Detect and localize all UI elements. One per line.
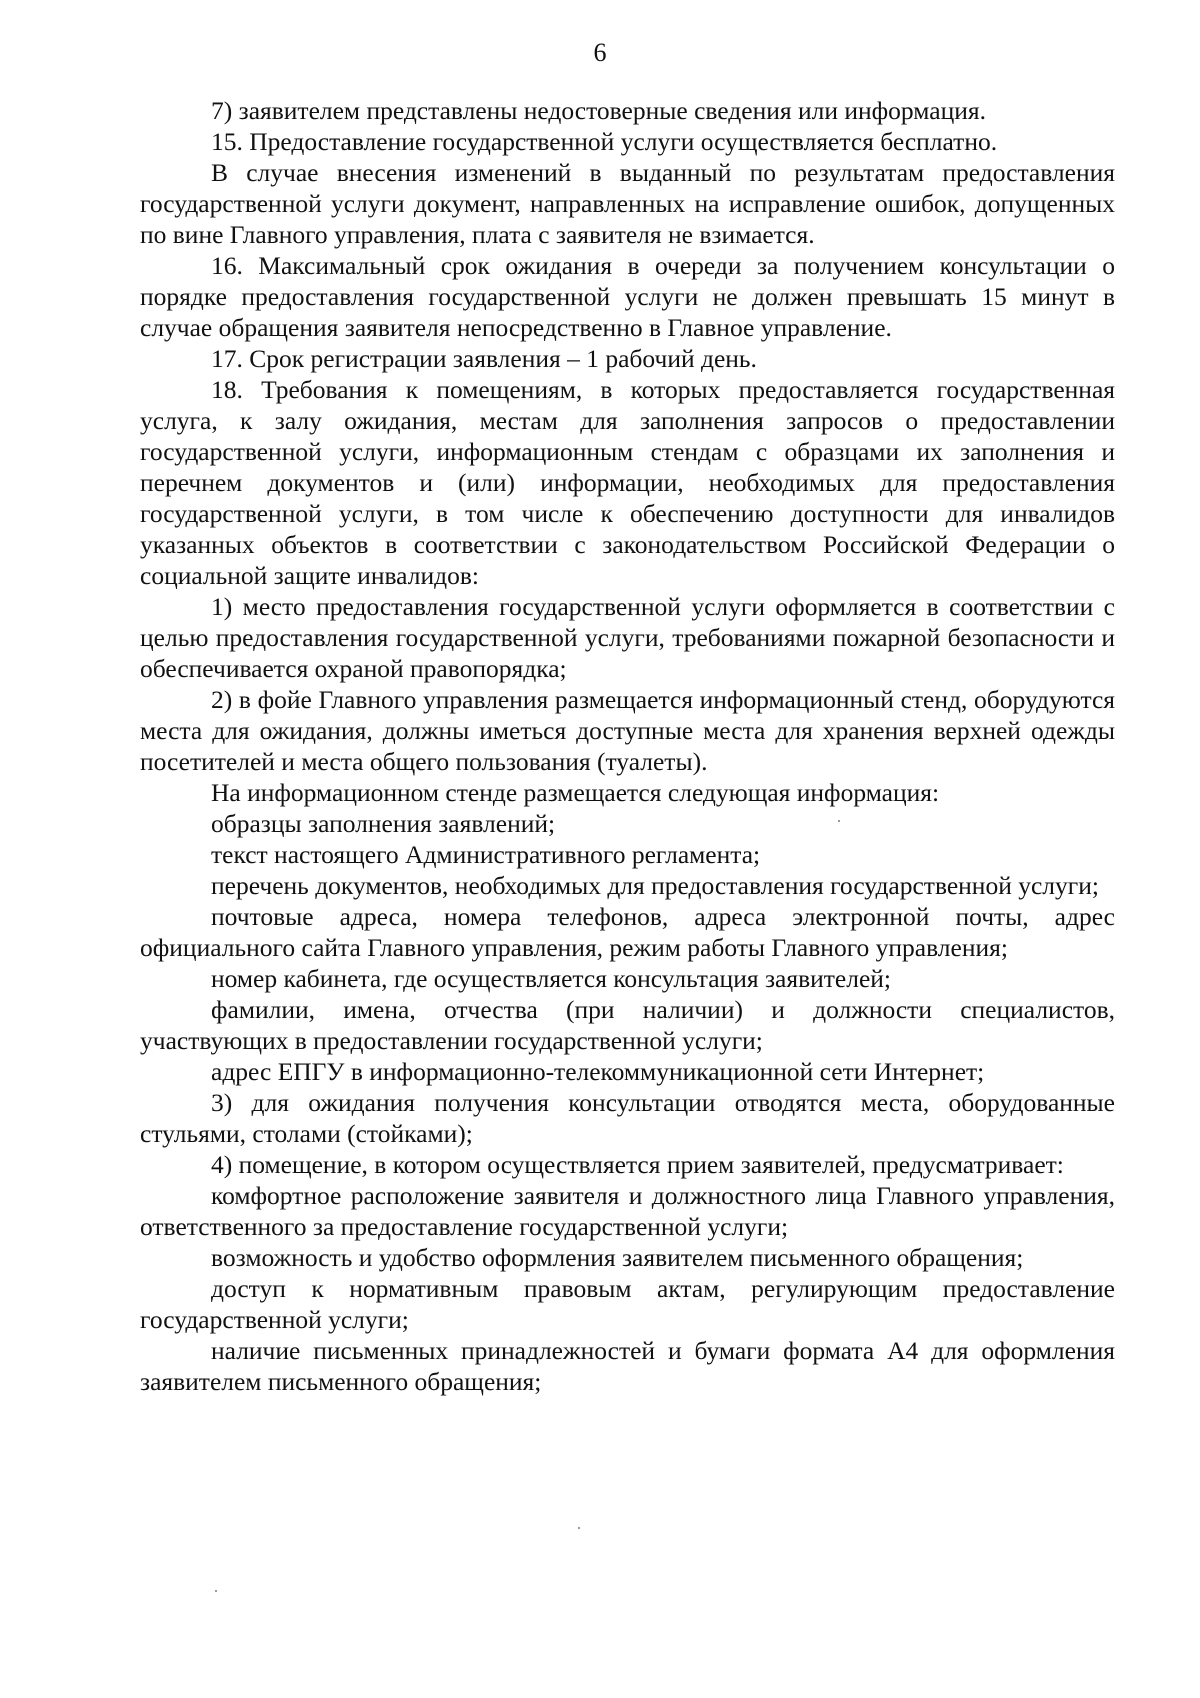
paragraph-18-item-2: 2) в фойе Главного управления размещается информационный стенд, оборудуются места для ожидания, должны иметься доступные места для хранения верхней одежды посетителей и места общего пользования (туалеты). <box>140 685 1115 776</box>
paragraph-18-premises-requirements: 18. Требования к помещениям, в которых предоставляется государственная услуга, к залу ожидания, местам для заполнения запросов о предоставлении государственной услуги, информационным стендам с образцами их заполнения и перечнем документов и (или) информации, необходимых для предоставления государственной услуги, в том числе к обеспечению доступности для инвалидов указанных объектов в соответствии с законодательством Российской Федерации о социальной защите инвалидов: <box>140 375 1115 590</box>
list-item: перечень документов, необходимых для предоставления государственной услуги; <box>211 871 1099 900</box>
list-item: адрес ЕПГУ в информационно-телекоммуникационной сети Интернет; <box>211 1057 985 1086</box>
paragraph-16-waiting-time: 16. Максимальный срок ожидания в очереди за получением консультации о порядке предоставления государственной услуги не должен превышать 15 минут в случае обращения заявителя непосредственно в Главное управление. <box>140 251 1115 342</box>
paragraph-corrections-fee: В случае внесения изменений в выданный по результатам предоставления государственной услуги документ, направленных на исправление ошибок, допущенных по вине Главного управления, плата с заявителя не взимается. <box>140 158 1115 249</box>
list-item: текст настоящего Административного регламента; <box>211 840 761 869</box>
list-item: почтовые адреса, номера телефонов, адреса электронной почты, адрес официального сайта Главного управления, режим работы Главного управления; <box>140 902 1115 962</box>
paragraph-info-stand: На информационном стенде размещается следующая информация: <box>211 778 940 807</box>
paragraph-15-free-of-charge: 15. Предоставление государственной услуги осуществляется бесплатно. <box>211 127 998 156</box>
list-item: фамилии, имена, отчества (при наличии) и должности специалистов, участвующих в предоставлении государственной услуги; <box>140 995 1115 1055</box>
list-item: комфортное расположение заявителя и должностного лица Главного управления, ответственного за предоставление государственной услуги; <box>140 1181 1115 1241</box>
paragraph-18-item-4: 4) помещение, в котором осуществляется прием заявителей, предусматривает: <box>211 1150 1064 1179</box>
list-item: возможность и удобство оформления заявителем письменного обращения; <box>211 1243 1024 1272</box>
document-body <box>140 95 1115 1397</box>
list-item: доступ к нормативным правовым актам, регулирующим предоставление государственной услуги; <box>140 1274 1115 1334</box>
page-number: 6 <box>593 38 607 67</box>
list-item: номер кабинета, где осуществляется консультация заявителей; <box>211 964 891 993</box>
paragraph-18-item-3: 3) для ожидания получения консультации отводятся места, оборудованные стульями, столами (стойками); <box>140 1088 1115 1148</box>
scan-speck <box>838 820 840 822</box>
paragraph-18-item-1: 1) место предоставления государственной услуги оформляется в соответствии с целью предоставления государственной услуги, требованиями пожарной безопасности и обеспечивается охраной правопорядка; <box>140 592 1115 683</box>
list-item: наличие письменных принадлежностей и бумаги формата А4 для оформления заявителем письменного обращения; <box>140 1336 1115 1396</box>
scan-speck <box>578 1527 580 1529</box>
scan-speck <box>215 1590 217 1592</box>
list-item: образцы заполнения заявлений; <box>211 809 556 838</box>
paragraph-17-registration-term: 17. Срок регистрации заявления – 1 рабочий день. <box>211 344 757 373</box>
paragraph-item-7: 7) заявителем представлены недостоверные сведения или информация. <box>211 96 986 125</box>
